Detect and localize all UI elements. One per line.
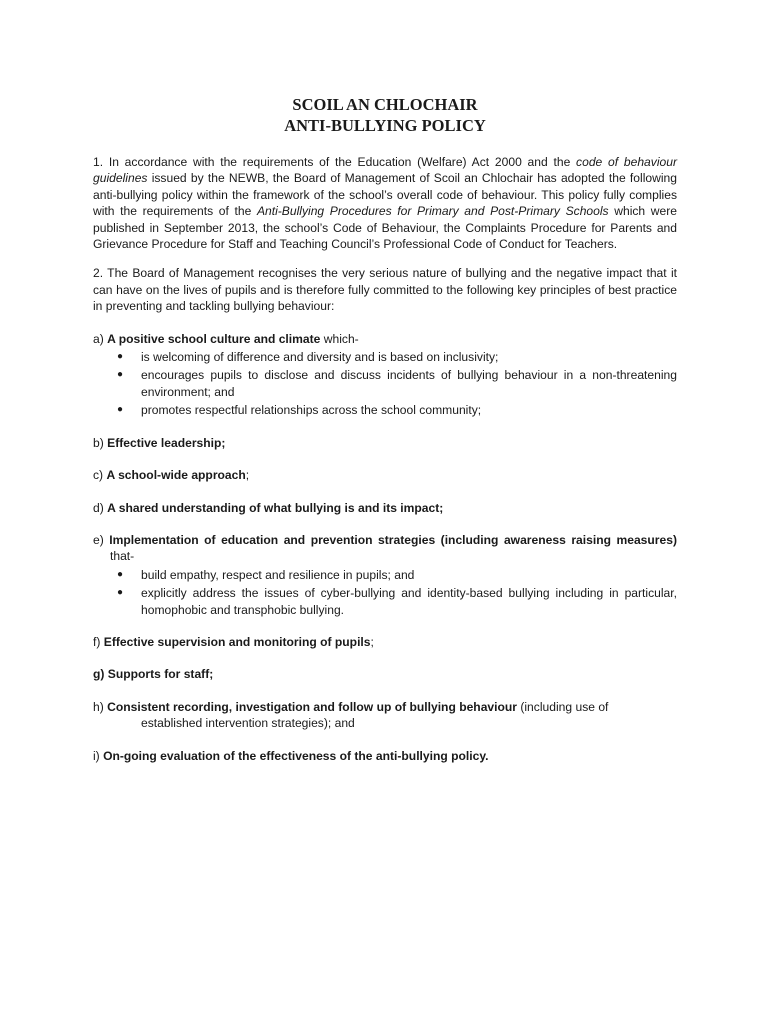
principle-e-suffix: that- bbox=[110, 549, 135, 564]
list-item bbox=[117, 349, 677, 365]
title-policy-name: ANTI-BULLYING POLICY bbox=[284, 116, 486, 135]
principle-e bbox=[93, 532, 677, 618]
principle-a-list bbox=[93, 349, 677, 419]
principle-h bbox=[93, 699, 677, 732]
principle-e-heading: Implementation of education and prevention strategies (including awareness raising measures) bbox=[109, 532, 677, 547]
principle-h-suffix: (including use of bbox=[516, 699, 609, 714]
document-title bbox=[93, 94, 677, 136]
principle-h-heading: Consistent recording, investigation and follow up of bullying behaviour bbox=[107, 699, 517, 714]
principle-b-heading: Effective leadership; bbox=[107, 435, 226, 450]
policy-content bbox=[93, 94, 677, 780]
list-item-text: is welcoming of difference and diversity and is based on inclusivity; bbox=[141, 350, 499, 365]
bullet-icon: ● bbox=[117, 369, 124, 381]
principle-f-prefix: f) bbox=[93, 634, 104, 649]
principle-e-line bbox=[93, 532, 677, 565]
principle-i bbox=[93, 748, 677, 764]
principle-h-prefix: h) bbox=[93, 699, 108, 714]
principle-e-prefix: e) bbox=[93, 532, 110, 547]
list-item bbox=[117, 567, 677, 583]
principle-a-prefix: a) bbox=[93, 331, 108, 346]
para1-text-3: which were published in September 2013, the school’s Code of Behaviour, the Complaints Procedure for Parents and Grievance Procedure for Staff and Teaching Council’s Professional Code of Conduct for Teachers. bbox=[93, 204, 677, 252]
principle-c-prefix: c) bbox=[93, 468, 107, 483]
principle-i-heading: On-going evaluation of the effectiveness of the anti-bullying policy. bbox=[103, 748, 489, 763]
bullet-icon: ● bbox=[117, 351, 124, 363]
principle-g-heading: g) Supports for staff; bbox=[93, 667, 214, 682]
bullet-icon: ● bbox=[117, 568, 124, 580]
principle-f bbox=[93, 634, 677, 650]
paragraph-2: 2. The Board of Management recognises the very serious nature of bullying and the negative impact that it can have on the lives of pupils and is therefore fully committed to the following key principles of best practice in preventing and tackling bullying behaviour: bbox=[93, 266, 677, 314]
principle-h-continuation: established intervention strategies); and bbox=[141, 716, 355, 731]
principle-c-suffix: ; bbox=[245, 468, 250, 483]
list-item bbox=[117, 402, 677, 418]
title-school-name: SCOIL AN CHLOCHAIR bbox=[292, 95, 478, 114]
principle-d-heading: A shared understanding of what bullying is and its impact; bbox=[107, 500, 444, 515]
bullet-icon: ● bbox=[117, 587, 124, 599]
principle-b bbox=[93, 435, 677, 451]
para1-italic-2: Anti-Bullying Procedures for Primary and Post-Primary Schools bbox=[256, 204, 609, 219]
principle-a-heading: A positive school culture and climate bbox=[107, 331, 321, 346]
principle-a-suffix: which- bbox=[320, 331, 359, 346]
principle-c-heading: A school-wide approach bbox=[106, 468, 246, 483]
principle-d-prefix: d) bbox=[93, 500, 108, 515]
para1-italic-1: code of behaviour guidelines bbox=[93, 155, 677, 186]
paragraph-1 bbox=[93, 154, 677, 252]
bullet-icon: ● bbox=[117, 404, 124, 416]
list-item-text: build empathy, respect and resilience in pupils; and bbox=[141, 567, 415, 582]
principle-d bbox=[93, 500, 677, 516]
principle-f-suffix: ; bbox=[370, 634, 374, 649]
list-item bbox=[117, 585, 677, 618]
list-item-text: promotes respectful relationships across the school community; bbox=[141, 403, 482, 418]
principle-g bbox=[93, 666, 677, 682]
principle-f-heading: Effective supervision and monitoring of pupils bbox=[103, 634, 371, 649]
para1-text-1: 1. In accordance with the requirements of the Education (Welfare) Act 2000 and the bbox=[93, 155, 577, 169]
principle-c bbox=[93, 467, 677, 483]
principle-a bbox=[93, 331, 677, 419]
principle-i-prefix: i) bbox=[93, 748, 104, 763]
principle-b-prefix: b) bbox=[93, 435, 108, 450]
principle-e-list bbox=[93, 567, 677, 618]
para1-text-2: issued by the NEWB, the Board of Management of Scoil an Chlochair has adopted the following anti-bullying policy within the framework of the school’s overall code of behaviour. This policy fully complies with the requirements of the bbox=[93, 171, 677, 219]
list-item bbox=[117, 367, 677, 400]
list-item-text: explicitly address the issues of cyber-bullying and identity-based bullying including in particular, homophobic and transphobic bullying. bbox=[141, 586, 677, 617]
list-item-text: encourages pupils to disclose and discuss incidents of bullying behaviour in a non-threatening environment; and bbox=[141, 368, 677, 399]
